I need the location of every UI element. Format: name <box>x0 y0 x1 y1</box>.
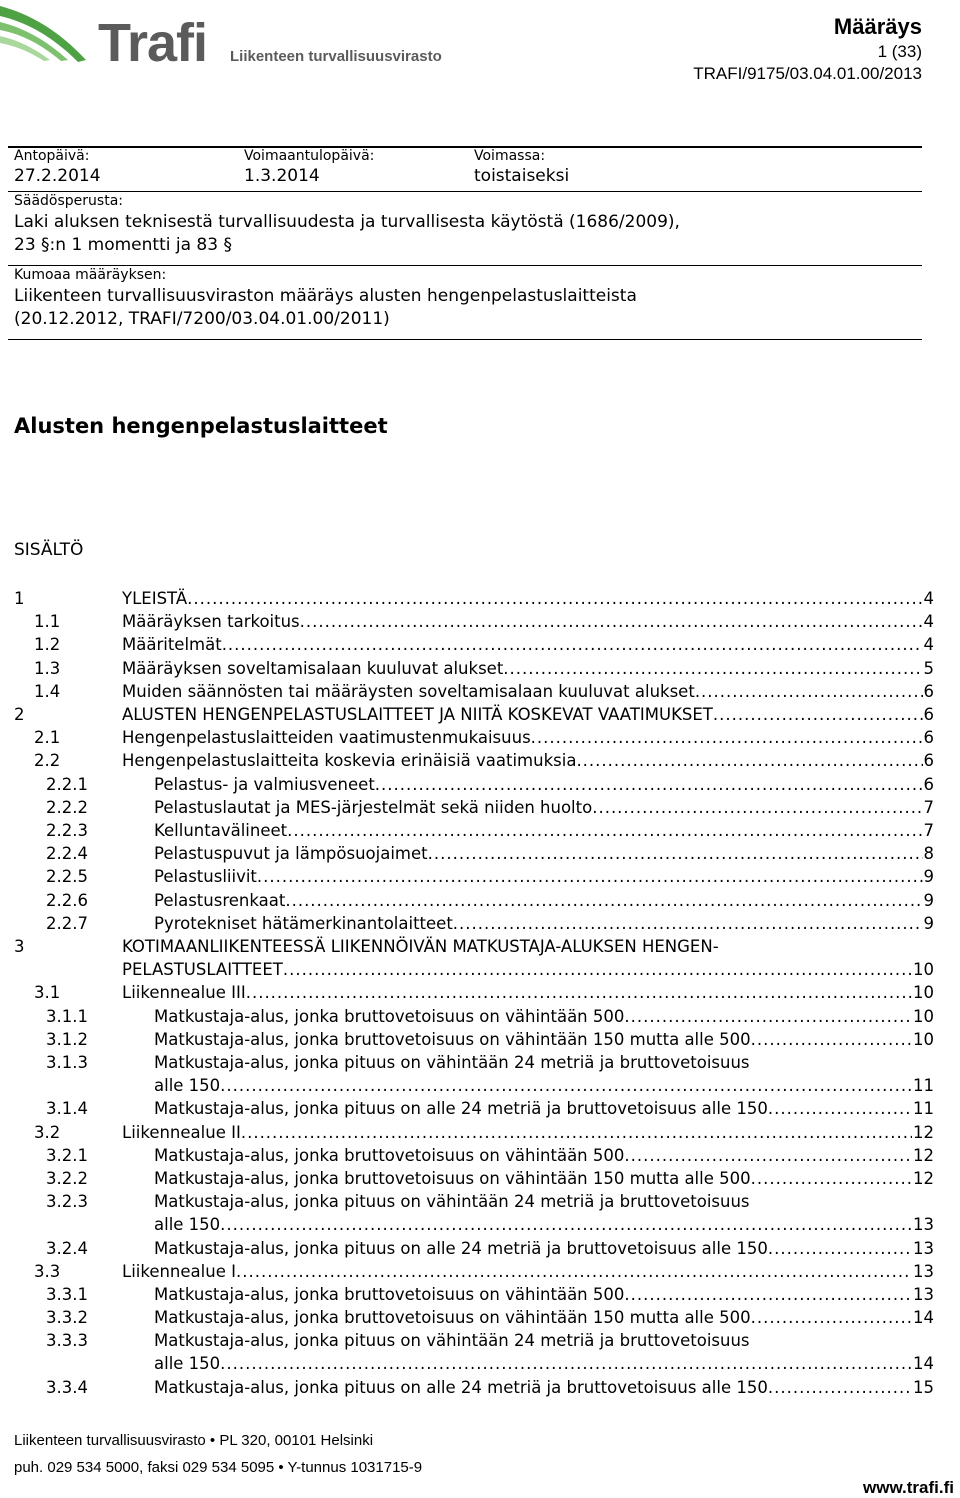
toc-entry-title: YLEISTÄ <box>122 589 188 608</box>
toc-entry-number: 3.1.3 <box>46 1053 88 1072</box>
toc-entry-title: KOTIMAANLIIKENTEESSÄ LIIKENNÖIVÄN MATKUSTAJA-ALUKSEN HENGEN- <box>122 937 719 956</box>
toc-page-number: 9 <box>923 890 934 910</box>
toc-entry-number: 3.3.2 <box>46 1308 88 1328</box>
toc-entry-number: 3.2 <box>34 1122 61 1142</box>
toc-entry-number: 1.3 <box>34 658 61 678</box>
issue-date: 27.2.2014 <box>14 166 101 186</box>
toc-entry-title: Pelastusliivit <box>154 867 257 887</box>
toc-leader-dots <box>768 1237 912 1260</box>
toc-leader-dots <box>246 981 912 1004</box>
toc-leader-dots <box>257 865 923 888</box>
toc-entry[interactable] <box>0 1028 960 1051</box>
toc-page-number: 14 <box>913 1354 934 1374</box>
toc-entry-number: 3.3.3 <box>46 1331 88 1351</box>
toc-entry[interactable] <box>0 657 960 680</box>
toc-entry-title: Matkustaja-alus, jonka pituus on vähintään 24 metriä ja bruttovetoisuus <box>154 1331 750 1351</box>
toc-leader-dots <box>768 1376 912 1399</box>
toc-entry[interactable] <box>0 1005 960 1028</box>
toc-leader-dots <box>768 1097 912 1120</box>
toc-page-number: 9 <box>923 913 934 933</box>
toc-leader-dots <box>220 1352 912 1375</box>
toc-entry[interactable] <box>0 703 960 726</box>
toc-entry-number: 3.3.1 <box>46 1285 88 1304</box>
toc-page-number: 9 <box>923 867 934 887</box>
toc-entry-title: alle 150 <box>154 1215 221 1235</box>
footer-website-link[interactable]: www.trafi.fi <box>863 1478 954 1497</box>
toc-leader-dots <box>283 958 912 981</box>
toc-page-number: 11 <box>913 1099 934 1119</box>
toc-entry-title: Matkustaja-alus, jonka bruttovetoisuus on vähintään 500 <box>154 1145 625 1165</box>
toc-entry[interactable] <box>0 680 960 703</box>
toc-leader-dots <box>531 726 923 749</box>
toc-leader-dots <box>241 1121 912 1144</box>
toc-page-number: 13 <box>913 1261 934 1281</box>
document-number: TRAFI/9175/03.04.01.00/2013 <box>693 64 922 83</box>
toc-entry[interactable] <box>0 889 960 912</box>
toc-page-number: 6 <box>923 681 934 701</box>
toc-page-number: 13 <box>913 1215 934 1235</box>
toc-entry-title: Pelastuspuvut ja lämpösuojaimet <box>154 844 428 864</box>
toc-entry-number: 3.2.1 <box>46 1145 88 1165</box>
toc-entry[interactable] <box>0 1376 960 1399</box>
toc-entry[interactable] <box>0 1190 960 1236</box>
toc-entry-title: ALUSTEN HENGENPELASTUSLAITTEET JA NIITÄ KOSKEVAT VAATIMUKSET <box>122 705 713 724</box>
toc-page-number: 10 <box>913 960 934 979</box>
toc-entry[interactable] <box>0 842 960 865</box>
toc-entry-number: 3.2.2 <box>46 1169 88 1188</box>
toc-leader-dots <box>287 819 922 842</box>
toc-entry-number: 3.1.1 <box>46 1006 88 1026</box>
toc-entry-title: Hengenpelastuslaitteita koskevia erinäisiä vaatimuksia <box>122 751 577 771</box>
toc-page-number: 5 <box>923 658 934 678</box>
toc-leader-dots <box>713 703 923 726</box>
toc-page-number: 8 <box>923 844 934 864</box>
toc-page-number: 10 <box>913 1029 934 1049</box>
toc-page-number: 11 <box>913 1076 934 1095</box>
toc-entry-title: Muiden säännösten tai määräysten soveltamisalaan kuuluvat alukset <box>122 681 695 701</box>
toc-entry[interactable] <box>0 1121 960 1144</box>
legal-basis-line-1: Laki aluksen teknisestä turvallisuudesta ja turvallisesta käytöstä (1686/2009), <box>14 212 680 232</box>
toc-entry[interactable] <box>0 981 960 1004</box>
toc-entry-title: Määritelmät <box>122 635 222 655</box>
logo-subtitle: Liikenteen turvallisuusvirasto <box>230 48 442 65</box>
toc-entry[interactable] <box>0 587 960 610</box>
toc-entry-number: 3.1.2 <box>46 1029 88 1049</box>
toc-page-number: 10 <box>913 1006 934 1026</box>
toc-entry[interactable] <box>0 1167 960 1190</box>
toc-entry-number: 3.1 <box>34 983 61 1003</box>
effective-date: 1.3.2014 <box>244 166 320 186</box>
toc-leader-dots <box>285 889 922 912</box>
toc-leader-dots <box>220 1074 912 1097</box>
toc-entry-title: Pyrotekniset hätämerkinantolaitteet <box>154 913 453 933</box>
toc-entry[interactable] <box>0 796 960 819</box>
document-type: Määräys <box>833 14 922 39</box>
toc-entry[interactable] <box>0 1144 960 1167</box>
toc-entry[interactable] <box>0 633 960 656</box>
toc-entry[interactable] <box>0 773 960 796</box>
toc-page-number: 6 <box>923 728 934 748</box>
meta-top-rule <box>8 146 922 148</box>
toc-leader-dots <box>428 842 923 865</box>
repeals-line-2: (20.12.2012, TRAFI/7200/03.04.01.00/2011) <box>14 309 390 329</box>
toc-entry-number: 3.2.4 <box>46 1238 88 1258</box>
toc-entry-title: Matkustaja-alus, jonka bruttovetoisuus on vähintään 500 <box>154 1006 625 1026</box>
page-number: 1 (33) <box>877 42 922 61</box>
toc-entry-title: Kelluntavälineet <box>154 821 288 840</box>
toc-page-number: 4 <box>923 612 934 632</box>
toc-page-number: 12 <box>913 1169 934 1188</box>
toc-entry[interactable] <box>0 1329 960 1375</box>
issue-date-label: Antopäivä: <box>14 148 90 164</box>
toc-leader-dots <box>624 1005 912 1028</box>
toc-leader-dots <box>222 633 923 656</box>
toc-entry[interactable] <box>0 1306 960 1329</box>
toc-entry-title: Matkustaja-alus, jonka pituus on alle 24 metriä ja bruttovetoisuus alle 150 <box>154 1377 768 1397</box>
trafi-logo <box>0 0 440 76</box>
repeals-line-1: Liikenteen turvallisuusviraston määräys alusten hengenpelastuslaitteista <box>14 286 637 306</box>
toc-entry[interactable] <box>0 935 960 981</box>
toc-entry[interactable] <box>0 1237 960 1260</box>
toc-heading: SISÄLTÖ <box>14 540 84 560</box>
toc-entry-number: 2.1 <box>34 728 61 748</box>
toc-entry[interactable] <box>0 726 960 749</box>
toc-leader-dots <box>695 680 923 703</box>
toc-entry-number: 1 <box>14 589 25 608</box>
toc-entry-title: Matkustaja-alus, jonka bruttovetoisuus on vähintään 500 <box>154 1285 625 1304</box>
toc-page-number: 10 <box>913 983 934 1003</box>
toc-page-number: 12 <box>913 1122 934 1142</box>
toc-entry-number: 2.2.1 <box>46 774 88 794</box>
toc-entry[interactable] <box>0 1097 960 1120</box>
toc-entry-number: 2 <box>14 705 25 724</box>
toc-entry-number: 2.2.7 <box>46 913 88 933</box>
validity: toistaiseksi <box>474 166 570 186</box>
page-title: Alusten hengenpelastuslaitteet <box>14 414 388 438</box>
toc-entry-title: Määräyksen soveltamisalaan kuuluvat alukset <box>122 658 504 678</box>
toc-entry-number: 1.2 <box>34 635 61 655</box>
toc-page-number: 6 <box>923 705 934 724</box>
toc-leader-dots <box>592 796 922 819</box>
toc-entry-title: alle 150 <box>154 1076 221 1095</box>
toc-entry-number: 2.2 <box>34 751 61 771</box>
toc-entry-title: alle 150 <box>154 1354 221 1374</box>
toc-entry-number: 3.3 <box>34 1261 61 1281</box>
toc-entry-title: Määräyksen tarkoitus <box>122 612 300 632</box>
toc-page-number: 13 <box>913 1285 934 1304</box>
toc-entry-title: PELASTUSLAITTEET <box>122 960 283 979</box>
meta-rule-3 <box>8 265 922 266</box>
toc-page-number: 6 <box>923 774 934 794</box>
logo-wordmark: Trafi <box>98 13 208 73</box>
toc-entry-title: Matkustaja-alus, jonka bruttovetoisuus on vähintään 150 mutta alle 500 <box>154 1308 751 1328</box>
toc-page-number: 13 <box>913 1238 934 1258</box>
toc-entry-title: Matkustaja-alus, jonka pituus on vähintään 24 metriä ja bruttovetoisuus <box>154 1192 750 1212</box>
meta-rule-2 <box>8 191 922 192</box>
toc-leader-dots <box>220 1213 912 1236</box>
toc-leader-dots <box>624 1283 912 1306</box>
toc-page-number: 7 <box>923 797 934 817</box>
toc-entry[interactable] <box>0 1051 960 1097</box>
toc-leader-dots <box>503 657 922 680</box>
toc-entry-title: Liikennealue II <box>122 1122 241 1142</box>
toc-entry-number: 3 <box>14 937 25 956</box>
legal-basis-label: Säädösperusta: <box>14 193 123 209</box>
toc-page-number: 15 <box>913 1377 934 1397</box>
toc-leader-dots <box>751 1167 912 1190</box>
toc-entry[interactable] <box>0 1283 960 1306</box>
toc-entry-title: Matkustaja-alus, jonka bruttovetoisuus on vähintään 150 mutta alle 500 <box>154 1169 751 1188</box>
toc-leader-dots <box>453 912 923 935</box>
toc-entry-number: 3.2.3 <box>46 1192 88 1212</box>
footer-contact: puh. 029 534 5000, faksi 029 534 5095 • Y-tunnus 1031715-9 <box>14 1459 423 1476</box>
toc-entry-title: Matkustaja-alus, jonka bruttovetoisuus on vähintään 150 mutta alle 500 <box>154 1029 751 1049</box>
toc-entry-title: Pelastusrenkaat <box>154 890 286 910</box>
toc-entry[interactable] <box>0 1260 960 1283</box>
toc-page-number: 4 <box>923 635 934 655</box>
toc-entry-number: 2.2.5 <box>46 867 88 887</box>
toc-entry-title: Matkustaja-alus, jonka pituus on vähintään 24 metriä ja bruttovetoisuus <box>154 1053 750 1072</box>
toc-entry-title: Pelastus- ja valmiusveneet <box>154 774 375 794</box>
toc-entry-title: Matkustaja-alus, jonka pituus on alle 24 metriä ja bruttovetoisuus alle 150 <box>154 1238 768 1258</box>
toc-leader-dots <box>375 773 923 796</box>
toc-leader-dots <box>576 749 922 772</box>
toc-entry-number: 2.2.6 <box>46 890 88 910</box>
validity-label: Voimassa: <box>474 148 546 164</box>
toc-page-number: 14 <box>913 1308 934 1328</box>
toc-leader-dots <box>236 1260 912 1283</box>
repeals-label: Kumoaa määräyksen: <box>14 267 167 283</box>
toc-entry[interactable] <box>0 610 960 633</box>
toc-leader-dots <box>751 1028 912 1051</box>
toc-entry-number: 3.1.4 <box>46 1099 88 1119</box>
toc-entry[interactable] <box>0 865 960 888</box>
toc-entry-number: 2.2.4 <box>46 844 88 864</box>
toc-page-number: 7 <box>923 821 934 840</box>
toc-entry-title: Pelastuslautat ja MES-järjestelmät sekä niiden huolto <box>154 797 593 817</box>
toc-page-number: 12 <box>913 1145 934 1165</box>
toc-entry-number: 2.2.3 <box>46 821 88 840</box>
toc-leader-dots <box>187 587 922 610</box>
toc-entry-title: Liikennealue III <box>122 983 246 1003</box>
toc-entry[interactable] <box>0 819 960 842</box>
toc-entry-number: 2.2.2 <box>46 797 88 817</box>
toc-entry[interactable] <box>0 912 960 935</box>
toc-leader-dots <box>751 1306 912 1329</box>
toc-leader-dots <box>300 610 923 633</box>
toc-page-number: 6 <box>923 751 934 771</box>
footer-address: Liikenteen turvallisuusvirasto • PL 320, 00101 Helsinki <box>14 1432 374 1449</box>
toc-entry-number: 3.3.4 <box>46 1377 88 1397</box>
toc-entry-number: 1.4 <box>34 681 61 701</box>
meta-bottom-rule <box>8 339 922 340</box>
toc-page-number: 4 <box>923 589 934 608</box>
toc-entry[interactable] <box>0 749 960 772</box>
effective-date-label: Voimaantulopäivä: <box>244 148 375 164</box>
toc-leader-dots <box>624 1144 912 1167</box>
toc-entry-title: Matkustaja-alus, jonka pituus on alle 24 metriä ja bruttovetoisuus alle 150 <box>154 1099 768 1119</box>
toc-entry-number: 1.1 <box>34 612 61 632</box>
toc-entry-title: Hengenpelastuslaitteiden vaatimustenmukaisuus <box>122 728 531 748</box>
toc-entry-title: Liikennealue I <box>122 1261 236 1281</box>
legal-basis-line-2: 23 §:n 1 momentti ja 83 § <box>14 235 232 255</box>
